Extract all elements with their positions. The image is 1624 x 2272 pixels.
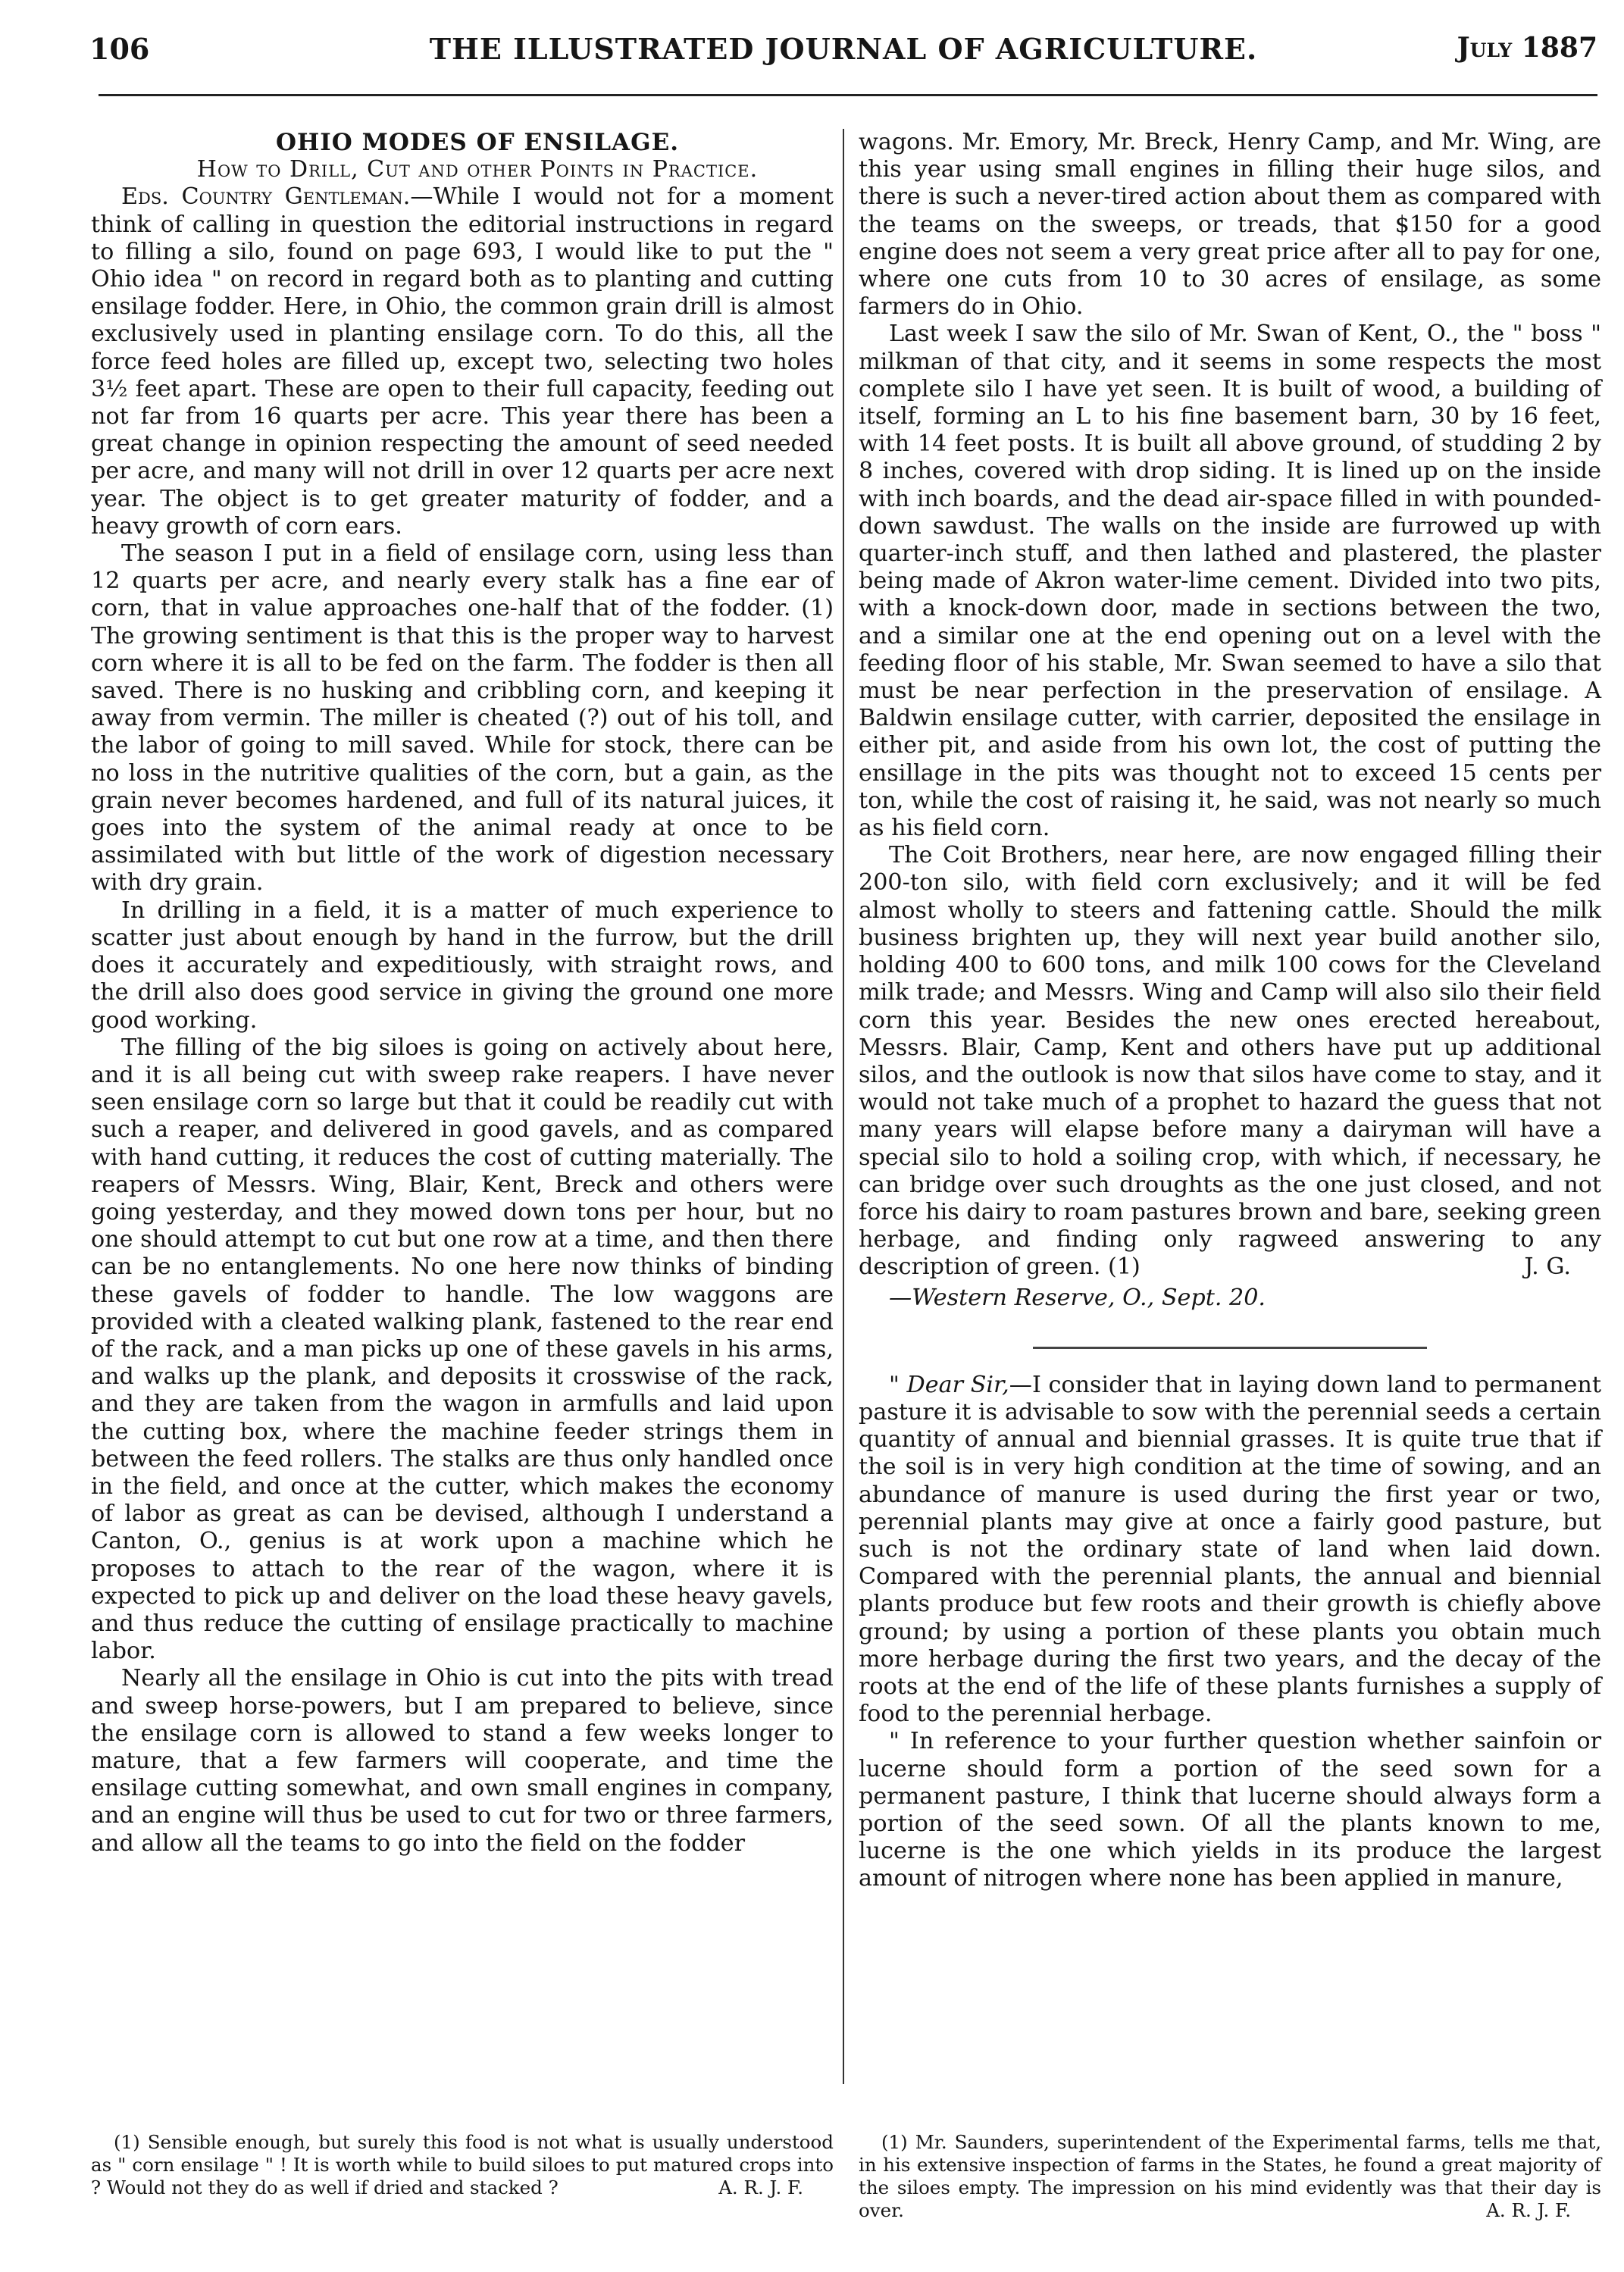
letter-paragraph: " In reference to your further question whether sainfoin or lucerne should form a portion of the seed sown for a permanent pasture, I think that lucerne should always form a portion of the seed sown. Of all the plants known to me, lucerne is the one which yields in its produce the largest amount of nitrogen where none has been applied in manure, (859, 1728, 1601, 1892)
article-paragraph: The filling of the big siloes is going on actively about here, and it is all being cut with sweep rake reapers. I have never seen ensilage corn so large but that it could be readily cut with such a reaper, and delivered in good gavels, and as compared with hand cutting, it reduces the cost of cutting materially. The reapers of Messrs. Wing, Blair, Kent, Breck and others were going yesterday, and they mowed down tons per hour, but no one should attempt to cut but one row at a time, and then there can be no entanglements. No one here now thinks of binding these gavels of fodder to handle. The low waggons are provided with a cleated walking plank, fastened to the rear end of the rack, and a man picks up one of these gavels in his arms, and walks up the plank, and deposits it crosswise of the rack, and they are taken from the wagon in armfulls and laid upon the cutting box, where the machine feeder strings them in between the feed rollers. The stalks are thus only handled once in the field, and once at the cutter, which makes the economy of labor as great as can be devised, although I understand a Canton, O., genius is at work upon a machine which he proposes to attach to the rear of the wagon, where it is expected to pick up and deliver on the load these heavy gavels, and thus reduce the cutting of ensilage practically to machine labor. (91, 1034, 834, 1665)
article-title: OHIO MODES OF ENSILAGE. (275, 129, 679, 156)
article-paragraph: wagons. Mr. Emory, Mr. Breck, Henry Camp, and Mr. Wing, are this year using small engines in filling their huge silos, and there is such a never-tired action about them as compared with the teams on the sweeps, or treads, that $150 for a good engine does not seem a very great price after all to pay for one, where one cuts from 10 to 30 acres of ensilage, as some farmers do in Ohio. (859, 129, 1601, 321)
footnote-body: (1) Sensible enough, but surely this food is not what is usually understood as " corn ensilage " ! It is worth while to build siloes to put matured crops into ? Would not they do as well if dried and stacked ? (91, 2131, 834, 2198)
header-rule (99, 94, 1597, 96)
article-paragraph (859, 842, 1601, 1281)
article-paragraph: Last week I saw the silo of Mr. Swan of Kent, O., the " boss " milkman of that city, and it seems in some respects the most complete silo I have yet seen. It is built of wood, a building of itself, forming an L to his fine basement barn, 30 by 16 feet, with 14 feet posts. It is built all above ground, of studding 2 by 8 inches, covered with drop siding. It is lined up on the inside with inch boards, and the dead air-space filled in with pounded-down sawdust. The walls on the inside are furrowed up with quarter-inch stuff, and then lathed and plastered, the plaster being made of Akron water-lime cement. Divided into two pits, with a knock-down door, made in sections between the two, and a similar one at the end opening out on a level with the feeding floor of his stable, Mr. Swan seemed to have a silo that must be near perfection in the preservation of ensilage. A Baldwin ensilage cutter, with carrier, deposited the ensilage in either pit, and aside from his own lot, the cost of putting the ensillage in the pits was thought not to exceed 15 cents per ton, while the cost of raising it, he said, was not nearly so much as his field corn. (859, 321, 1601, 842)
letter-paragraph (859, 1372, 1601, 1729)
article-source: —Western Reserve, O., Sept. 20. (889, 1284, 1266, 1311)
article-paragraph: The season I put in a field of ensilage corn, using less than 12 quarts per acre, and nearly every stalk has a fine ear of corn, that in value approaches one-half that of the fodder. (1) The growing sentiment is that this is the proper way to harvest corn where it is all to be fed on the farm. The fodder is then all saved. There is no husking and cribbling corn, and keeping it away from vermin. The miller is cheated (?) out of his toll, and the labor of going to mill saved. While for stock, there can be no loss in the nutritive qualities of the corn, but a gain, as the grain never becomes hardened, and full of its natural juices, it goes into the system of the animal ready at once to be assimilated with but little of the work of digestion necessary with dry grain. (91, 540, 834, 897)
footnote-text (859, 2131, 1601, 2222)
issue-date: July 1887 (1457, 32, 1597, 64)
paragraph-text: The Coit Brothers, near here, are now engaged filling their 200-ton silo, with field corn exclusively; and it will be fed almost wholly to steers and fattening cattle. Should the milk business brighten up, they will next year build another silo, holding 400 to 600 tons, and milk 100 cows for the Cleveland milk trade; and Messrs. Wing and Camp will also silo their field corn this year. Besides the new ones erected hereabout, Messrs. Blair, Camp, Kent and others have put up additional silos, and the outlook is now that silos have come to stay, and it would not take much of a prophet to hazard the guess that not many years will elapse before many a dairyman will have a special silo to hold a soiling crop, with which, if necessary, he can bridge over such droughts as the one just closed, and not force his dairy to roam pastures brown and bare, seeking green herbage, and finding only ragweed answering to any description of green. (1) (859, 842, 1601, 1281)
footnote-signature: A. R. J. F. (718, 2177, 803, 2198)
footnote-body: (1) Mr. Saunders, superintendent of the Experimental farms, tells me that, in his extensive inspection of farms in the States, he found a great majority of the siloes empty. The impression on his mind evidently was that their day is over. (859, 2131, 1601, 2221)
article-paragraph (91, 183, 834, 540)
journal-title: THE ILLUSTRATED JOURNAL OF AGRICULTURE. (429, 32, 1258, 66)
footnote-text (91, 2131, 834, 2199)
paragraph-text: —I consider that in laying down land to permanent pasture it is advisable to sow with the perennial seeds a certain quantity of annual and biennial grasses. It is quite true that if the soil is in very high condition at the time of sowing, and an abundance of manure is used during the first year or two, perennial plants may give at once a fairly good pasture, but such is not the ordinary state of land when laid down. Compared with the perennial plants, the annual and biennial plants produce but few roots and their growth is chiefly above ground; by using a portion of these plants you obtain much more herbage during the first two years, and the decay of the roots at the end of the life of these plants furnishes a supply of food to the perennial herbage. (859, 1371, 1601, 1728)
page-header (89, 32, 1597, 77)
section-separator (1033, 1347, 1427, 1349)
salutation: Eds. Country Gentleman. (121, 183, 411, 211)
article-paragraph: Nearly all the ensilage in Ohio is cut into the pits with tread and sweep horse-powers, but I am prepared to believe, since the ensilage corn is allowed to stand a few weeks longer to mature, that a few farmers will cooperate, and time the ensilage cutting somewhat, and own small engines in company, and an engine will thus be used to cut for two or three farmers, and allow all the teams to go into the field on the fodder (91, 1665, 834, 1857)
letter-salutation: " Dear Sir, (889, 1371, 1009, 1398)
article-subtitle: How to Drill, Cut and other Points in Practice. (196, 156, 759, 183)
left-column (91, 129, 834, 1857)
right-column (859, 129, 1601, 1893)
column-divider (843, 129, 844, 2084)
footnote-right (859, 2131, 1601, 2222)
paragraph-text: —While I would not for a moment think of calling in question the editorial instructions in regard to filling a silo, found on page 693, I would like to put the " Ohio idea " on record in regard both as to planting and cutting ensilage fodder. Here, in Ohio, the common grain drill is almost exclusively used in planting ensilage corn. To do this, all the force feed holes are filled up, except two, selecting two holes 3½ feet apart. These are open to their full capacity, feeding out not far from 16 quarts per acre. This year there has been a great change in opinion respecting the amount of seed needed per acre, and many will not drill in over 12 quarts per acre next year. The object is to get greater maturity of fodder, and a heavy growth of corn ears. (91, 183, 834, 540)
footnote-signature: A. R. J. F. (1486, 2199, 1571, 2221)
article-paragraph: In drilling in a field, it is a matter of much experience to scatter just about enough by hand in the furrow, but the drill does it accurately and expeditiously, with straight rows, and the drill also does good service in giving the ground one more good working. (91, 897, 834, 1034)
article-signature: J. G. (1524, 1253, 1571, 1281)
page-number: 106 (89, 32, 150, 66)
footnote-left (91, 2131, 834, 2199)
